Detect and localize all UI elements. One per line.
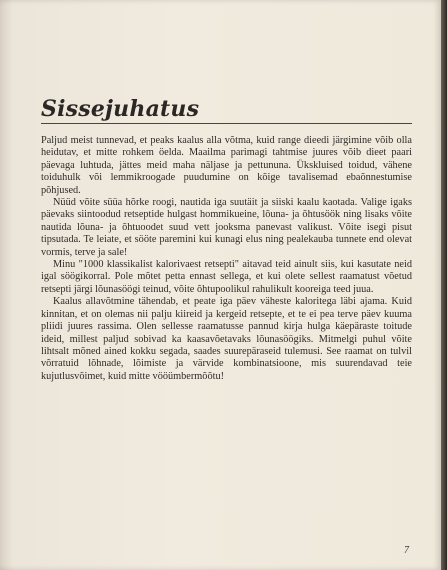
heading-block <box>41 96 412 122</box>
body-text <box>41 135 412 383</box>
paragraph-4: Kaalus allavõtmine tähendab, et peate iga päev väheste kaloritega läbi ajama. Kuid kinnitan, et on olemas nii palju kiireid ja kergeid retsepte, et te ei pea terve päev kuuma pliidi juures rassima. Olen sellesse raamatusse pannud kirja hulga käepäraste toitude ideid, millest paljud sobivad ka kaasavõetavaks lõunasöögiks. Mitmelgi puhul võite lihtsalt mõned ained kokku segada, saades suurepäraseid tulemusi. See raamat on tulvil võrratuid lõhnade, lõimiste ja värvide kombinatsioone, mis suurendavad teie kujutlusvõimet, kuid mitte vööümbermõõtu! <box>41 296 412 382</box>
book-edge-shadow <box>441 0 447 570</box>
paragraph-3: Minu "1000 klassikalist kalorivaest retsepti" aitavad teid ainult siis, kui kasutate neid igal söögikorral. Pole mõtet petta ennast sellega, et kui olete sellest raamatust võetud retsepti järgi lõunasöögi teinud, võite õhtupoolikul rahulikult kooreiga teed juua. <box>41 259 412 295</box>
title-underline <box>41 123 412 124</box>
page-number: 7 <box>404 545 409 556</box>
paragraph-2: Nüüd võite süüa hõrke roogi, nautida iga suutäit ja siiski kaalu kaotada. Valige igaks päevaks siintoodud retseptide hulgast hommikueine, lõuna- ja õhtusöök ning lisaks võite nautida lõuna- ja õhtuoodet suud vett jooksma panevast valikust. Võite isegi pisut tipsutada. Te leiate, et sööte paremini kui kunagi elus ning pealekauba tunnete end olevat vormis, terve ja sale! <box>41 197 412 258</box>
paragraph-1: Paljud meist tunnevad, et peaks kaalus alla võtma, kuid range dieedi järgimine võib olla heidutav, et mitte rohkem öelda. Maailma parimagi tahtmise juures võib dieet paari päevaga luhtuda, jättes meid maha näljase ja pettununa. Ükskluised toidud, vähene toiduhulk või lemmikroogade puudumine on kõige tavalisemad ebaõnnestumise põhjused. <box>41 135 412 196</box>
page-title: Sissejuhatus <box>41 96 200 122</box>
